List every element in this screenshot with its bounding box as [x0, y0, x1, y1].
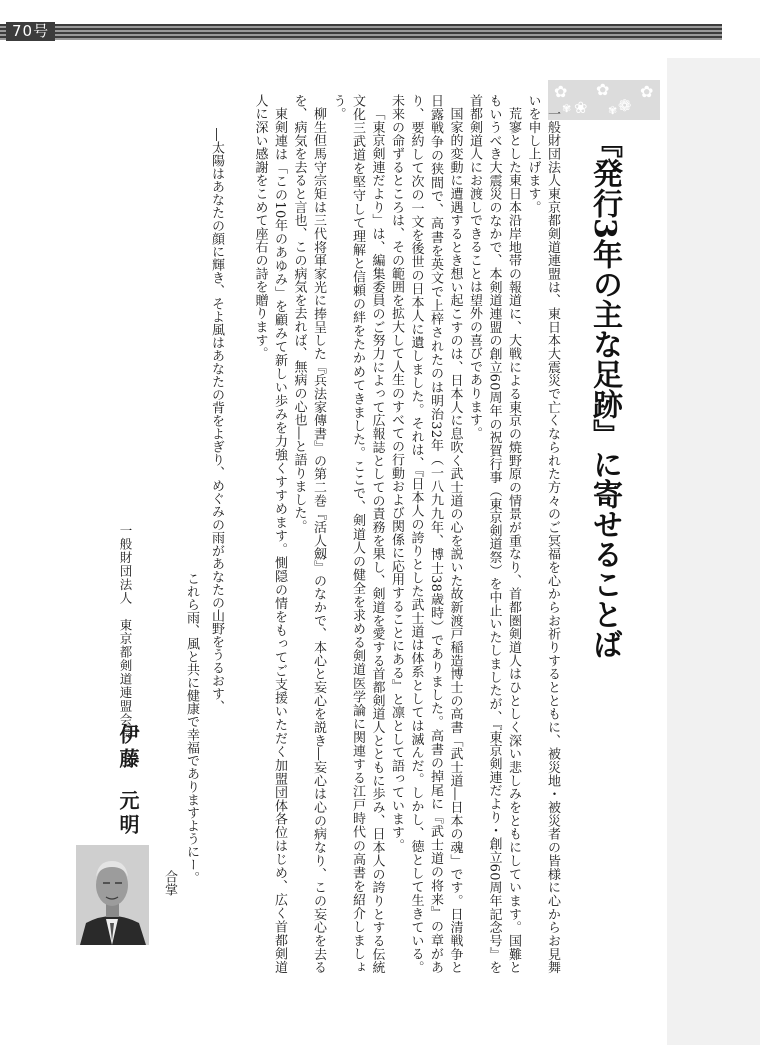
poem-line-2: これら雨、風と共に健康で幸福でありますようにー。	[184, 572, 199, 884]
flower-decoration-icon: ✿ ❀ ✿ ❁ ✿ ✾ ✾	[548, 80, 660, 120]
author-portrait	[76, 845, 149, 945]
issue-number: 70号	[6, 22, 55, 41]
author-given-name: 元明	[116, 790, 140, 838]
body-paragraph: 柳生但馬守宗矩は三代将軍家光に捧呈した『兵法家傳書』の第二巻『活人劔』のなかで、本心と妄心を説き―妄心は心の病なり、この妄心を去るを、病気を去ると言也、この病気を去れば、無病の心也―と語りました。	[291, 94, 326, 974]
poem-line-1: ―太陽はあなたの顔に輝き、そよ風はあなたの背をよぎり、めぐみの雨があなたの山野をうるおす、	[209, 128, 224, 713]
body-paragraph: 「東京剣連だより」は、編集委員のご努力によって広報誌としての責務を果し、剣道を愛する首都剣道人とともに歩み、日本人の誇りとする伝統文化三武道を堅守して理解と信頼の絆をたかめてきました。ここで、剣道人の健全を求める剣道医学論に関連する江戸時代の高書を紹介しましょう。	[330, 94, 385, 974]
margin-strip	[667, 58, 760, 1045]
author-family-name: 伊藤	[116, 724, 140, 772]
closing-gassho: 合掌	[162, 870, 177, 896]
header-stripe	[0, 24, 722, 40]
body-paragraph: 国家的変動に遭遇するとき想い起こすのは、日本人に息吹く武士道の心を説いた故新渡戸稲造博士の高書「武士道―日本の魂」です。日清戦争と日露戦争の狭間で、高書を英文で上梓されたのは明治32年（一八九九年、博士38歳時）でありました。高書の掉尾に『武士道の将来』の章があり、要約して次の一文を後世の日本人に遺しました。それは、『日本人の誇りとした武士道は体系としては滅んだ。しかし、徳として生きている。未来の命ずるところは、その範囲を拡大して人生のすべての行動および関係に応用することにある』と凛として語っています。	[389, 94, 463, 974]
body-paragraph: 東剣連は「この10年のあゆみ」を顧みて新しい歩みを力強くすすめます。惻隠の情をもってご支援いただく加盟団体各位はじめ、広く首都剣道人に深い感謝をこめて座右の詩を贈ります。	[252, 94, 287, 974]
article-body	[200, 94, 562, 974]
portrait-figure-icon	[76, 845, 149, 945]
body-paragraph: 荒寥とした東日本沿岸地帯の報道に、大戦による東京の焼野原の情景が重なり、首都圏剣道人はひとしく深い悲しみをともにしています。国難ともいうべき大震災のなかで、本剣道連盟の創立60周年の祝賀行事（東京剣道祭）を中止いたしましたが、『東京剣連だより・創立60周年記念号』を首都剣道人にお渡しできることは望外の喜びであります。	[467, 94, 521, 974]
author-organization: 一般財団法人 東京都剣道連盟会長	[118, 524, 133, 740]
body-paragraph: 一般財団法人東京都剣道連盟は、東日本大震災で亡くなられた方々のご冥福を心からお祈りするとともに、被災地・被災者の皆様に心からお見舞いを申し上げます。	[525, 94, 560, 974]
article-title: 『発行3年の主な足跡』に寄せることば	[587, 128, 622, 659]
